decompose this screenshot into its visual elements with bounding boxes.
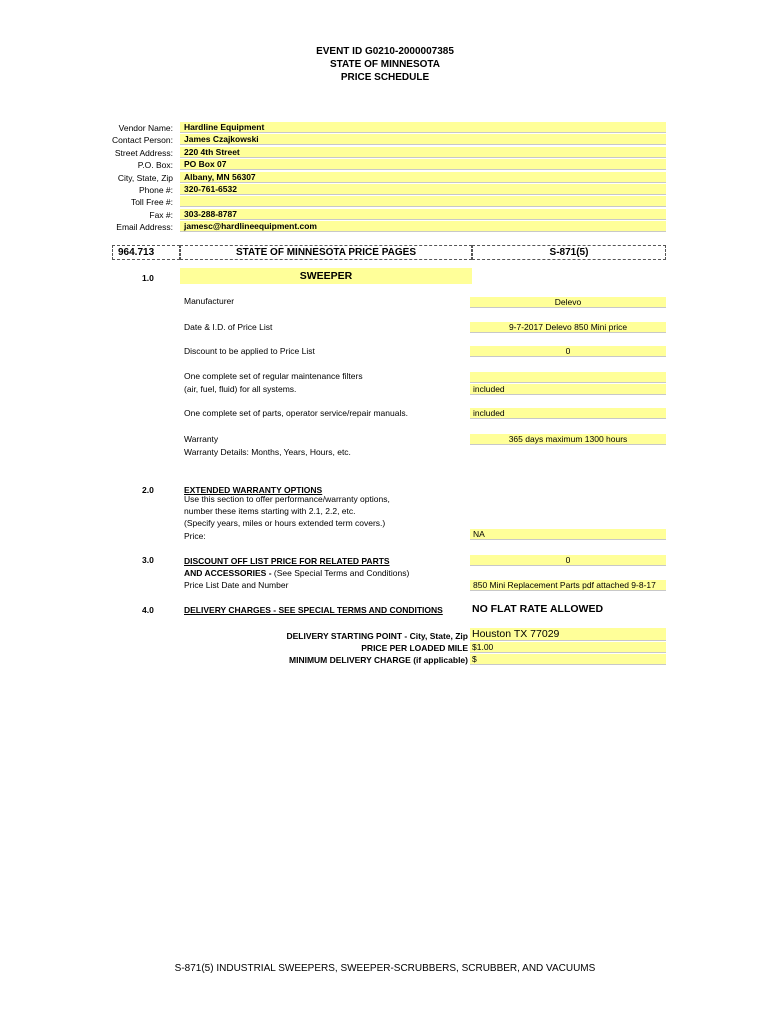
parts-price-list-field[interactable]: 850 Mini Replacement Parts pdf attached 9-8-17 bbox=[470, 580, 666, 591]
section-3-num: 3.0 bbox=[142, 555, 154, 565]
section-3-line-2 bbox=[184, 568, 409, 578]
min-field[interactable]: $ bbox=[470, 654, 666, 665]
vendor-field[interactable]: Albany, MN 56307 bbox=[180, 172, 666, 183]
vendor-field[interactable]: jamesc@hardlineequipment.com bbox=[180, 221, 666, 232]
vendor-label: P.O. Box: bbox=[137, 160, 173, 171]
vendor-label: Phone #: bbox=[138, 185, 173, 195]
section-4-title: DELIVERY CHARGES - SEE SPECIAL TERMS AND CONDITIONS bbox=[184, 605, 443, 615]
warranty-label: Warranty bbox=[184, 434, 219, 444]
code-box: 964.713 bbox=[112, 245, 180, 260]
price-list-label: Date & I.D. of Price List bbox=[184, 322, 273, 332]
section-3-line-2-bold: AND ACCESSORIES - bbox=[184, 568, 274, 578]
discount-label: Discount to be applied to Price List bbox=[184, 346, 315, 356]
schedule-title: PRICE SCHEDULE bbox=[340, 72, 430, 83]
section-2-line-1: Use this section to offer performance/warranty options, bbox=[184, 494, 390, 504]
section-2-line-2: number these items starting with 2.1, 2.2, etc. bbox=[184, 506, 356, 516]
section-2-title: EXTENDED WARRANTY OPTIONS bbox=[184, 485, 323, 495]
vendor-label: Contact Person: bbox=[112, 135, 173, 146]
section-1-title: SWEEPER bbox=[180, 268, 472, 284]
filters-label-1: One complete set of regular maintenance filters bbox=[184, 371, 363, 381]
min-label: MINIMUM DELIVERY CHARGE (if applicable) bbox=[289, 655, 468, 665]
vendor-field[interactable]: 303-288-8787 bbox=[180, 209, 666, 220]
section-2-num: 2.0 bbox=[142, 485, 154, 495]
vendor-field[interactable]: 220 4th Street bbox=[180, 147, 666, 158]
section-2-line-3: (Specify years, miles or hours extended term covers.) bbox=[184, 518, 386, 528]
state-title: STATE OF MINNESOTA bbox=[330, 59, 440, 70]
filters-field-top[interactable] bbox=[470, 372, 666, 383]
parts-discount-field[interactable]: 0 bbox=[470, 555, 666, 566]
vendor-field[interactable]: PO Box 07 bbox=[180, 159, 666, 170]
price-list-field[interactable]: 9-7-2017 Delevo 850 Mini price bbox=[470, 322, 666, 333]
section-3-title: DISCOUNT OFF LIST PRICE FOR RELATED PARTS bbox=[184, 556, 390, 566]
start-field[interactable]: Houston TX 77029 bbox=[470, 628, 666, 641]
warranty-details-label: Warranty Details: Months, Years, Hours, etc. bbox=[184, 447, 351, 457]
start-label: DELIVERY STARTING POINT - City, State, Zip bbox=[286, 631, 468, 641]
vendor-label: Fax #: bbox=[149, 209, 173, 220]
mile-label: PRICE PER LOADED MILE bbox=[361, 643, 468, 653]
discount-field[interactable]: 0 bbox=[470, 346, 666, 357]
price-label: Price: bbox=[184, 531, 206, 541]
footer: S-871(5) INDUSTRIAL SWEEPERS, SWEEPER-SCRUBBERS, SCRUBBER, AND VACUUMS bbox=[174, 963, 596, 974]
price-pages-title: STATE OF MINNESOTA PRICE PAGES bbox=[180, 245, 472, 260]
section-3-line-2-rest: (See Special Terms and Conditions) bbox=[273, 568, 410, 578]
vendor-label: Street Address: bbox=[114, 147, 173, 158]
filters-label-2: (air, fuel, fluid) for all systems. bbox=[184, 384, 297, 394]
spec-box: S-871(5) bbox=[472, 245, 666, 260]
warranty-field[interactable]: 365 days maximum 1300 hours bbox=[470, 434, 666, 445]
manufacturer-label: Manufacturer bbox=[184, 296, 235, 306]
parts-price-list-label: Price List Date and Number bbox=[184, 580, 289, 590]
vendor-label: Email Address: bbox=[116, 222, 173, 233]
parts-field[interactable]: included bbox=[470, 408, 666, 419]
flat-rate-note: NO FLAT RATE ALLOWED bbox=[472, 603, 604, 615]
parts-label: One complete set of parts, operator service/repair manuals. bbox=[184, 408, 408, 418]
vendor-field[interactable]: 320-761-6532 bbox=[180, 184, 666, 195]
vendor-label: Toll Free #: bbox=[130, 197, 173, 208]
filters-field[interactable]: included bbox=[470, 384, 666, 395]
vendor-field[interactable] bbox=[180, 196, 666, 207]
vendor-label: City, State, Zip bbox=[117, 172, 173, 183]
mile-field[interactable]: $1.00 bbox=[470, 642, 666, 653]
vendor-label: Vendor Name: bbox=[118, 123, 173, 133]
section-1-num: 1.0 bbox=[142, 273, 154, 283]
vendor-field[interactable]: Hardline Equipment bbox=[180, 122, 666, 133]
price-field[interactable]: NA bbox=[470, 529, 666, 540]
manufacturer-field[interactable]: Delevo bbox=[470, 297, 666, 308]
vendor-field[interactable]: James Czajkowski bbox=[180, 134, 666, 145]
section-4-num: 4.0 bbox=[142, 605, 154, 615]
event-id: EVENT ID G0210-2000007385 bbox=[316, 46, 454, 57]
